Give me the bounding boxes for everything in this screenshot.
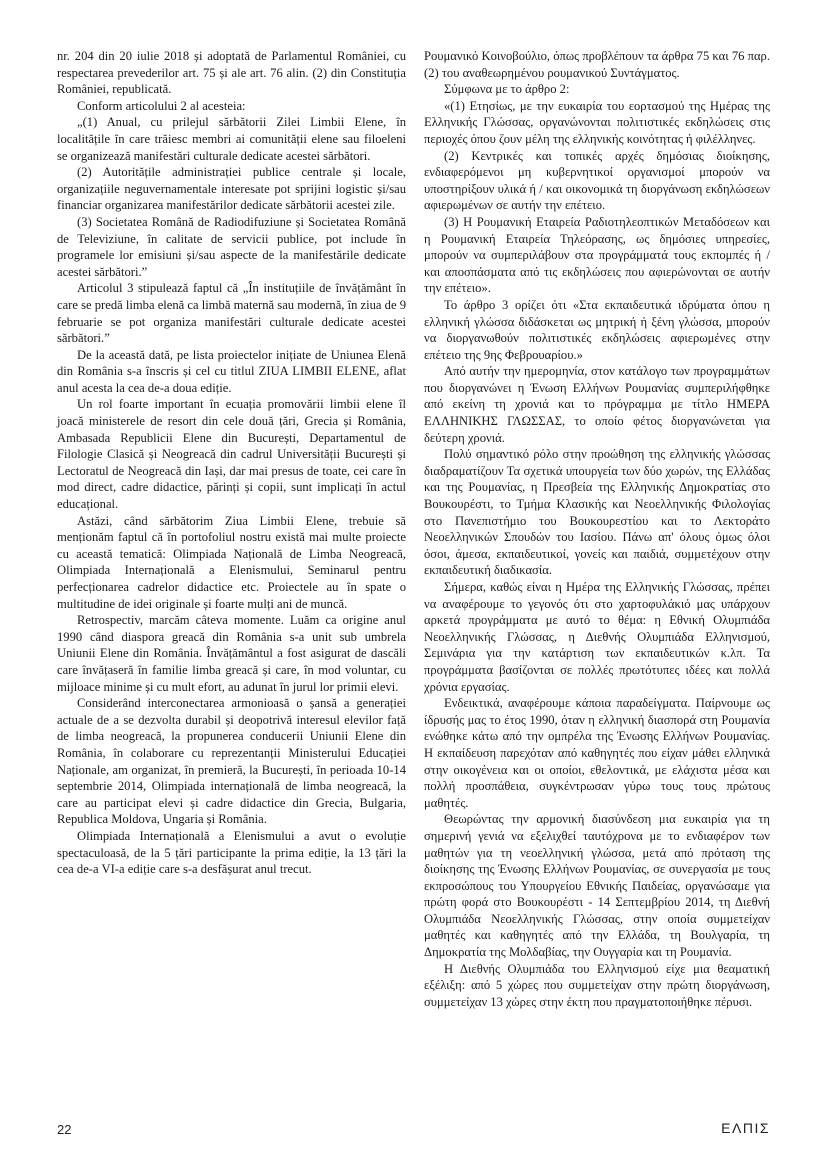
paragraph: Ρουμανικό Κοινοβούλιο, όπως προβλέπουν τα άρθρα 75 και 76 παρ. (2) του αναθεωρημένου ρουμανικού Συντάγματος.	[424, 49, 770, 80]
paragraph: Θεωρώντας την αρμονική διασύνδεση μια ευκαιρία για τη σημερινή γενιά να εξελιχθεί ταυτόχρονα με το ενδιαφέρον των μαθητών για τη νεοελληνική γλώσσα, μετά από πρόταση της διοίκησης της Ένωσης Ελλήνων Ρουμανίας, σε συνεργασία με τους εκπροσώπους του Υπουργείου Εθνικής Παιδείας, οργανώσαμε για πρώτη φορά στο Βουκουρέστι - 14 Σεπτεμβρίου 2014, τη Διεθνή Ολυμπιάδα Νεοελληνικής Γλώσσας, στην οποία συμμετείχαν μαθητές και καθηγητές από την Ελλάδα, τη Βουλγαρία, τη Δημοκρατία της Μολδαβίας, την Ουγγαρία και τη Ρουμανία.	[424, 812, 770, 960]
paragraph: Το άρθρο 3 ορίζει ότι «Στα εκπαιδευτικά ιδρύματα όπου η ελληνική γλώσσα διδάσκεται ως μητρική ή ξένη γλώσσα, μπορούν να διοργανωθούν πολιτιστικές εκδηλώσεις αφιερωμένες στην επέτειο της 9ης Φεβρουαρίου.»	[424, 297, 770, 362]
paragraph: Η Διεθνής Ολυμπιάδα του Ελληνισμού είχε μια θεαματική εξέλιξη: από 5 χώρες που συμμετείχαν στην πρώτη διοργάνωση, συμμετείχαν 13 χώρες στην έκτη που πραγματοποιήθηκε πέρυσι.	[424, 961, 770, 1009]
paragraph: (2) Κεντρικές και τοπικές αρχές δημόσιας διοίκησης, ενδιαφερόμενοι μη κυβερνητικοί οργανισμοί μπορούν να υποστηρίξουν υλικά ή / και οικονομικά τη διοργάνωση εκδηλώσεων αφιερωμένων σε αυτήν την επέτειο.	[424, 148, 770, 213]
paragraph: Πολύ σημαντικό ρόλο στην προώθηση της ελληνικής γλώσσας διαδραματίζουν Τα σχετικά υπουργεία των δύο χωρών, της Ελλάδας και της Ρουμανίας, η Πρεσβεία της Ελληνικής Δημοκρατίας στο Βουκουρέστι, το Τμήμα Κλασικής και Νεοελληνικής Φιλολογίας στο Πανεπιστήμιο του Βουκουρεστίου και το Λεκτοράτο Νεοελληνικών Σπουδών του Ιασίου. Πάνω απ' όλους όμως όλοι όσοι, άμεσα, εκπαιδευτικοί, γονείς και παιδιά, συμμετέχουν στην εκπαιδευτική διαδικασία.	[424, 447, 770, 578]
paragraph: Astăzi, când sărbătorim Ziua Limbii Elene, trebuie să menționăm faptul că în portofoliul nostru există mai multe proiecte cu această tematică: Olimpiada Națională de Limba Neogreacă, Olimpiada Internațională a Elenismului, Seminarul pentru perfecționarea cadrelor didactice etc. Proiectele au în spate o multitudine de idei originale și foarte mulți ani de muncă.	[57, 513, 406, 611]
magazine-name: ΕΛΠΙΣ	[721, 1120, 770, 1136]
paragraph: Ενδεικτικά, αναφέρουμε κάποια παραδείγματα. Παίρνουμε ως ίδρυσής μας το έτος 1990, όταν η ελληνική διασπορά στη Ρουμανία ενώθηκε κάτω από την ομπρέλα της Ένωσης Ελλήνων Ρουμανίας. Η εκπαίδευση παρεχόταν από καθηγητές που είχαν μάθει ελληνικά στην οικογένεια και οι οποίοι, εθελοντικά, με ελάχιστα μέσα και πολλή προσπάθεια, συγκέντρωσαν γύρω τους τους πρώτους μαθητές.	[424, 696, 770, 810]
paragraph: Retrospectiv, marcăm câteva momente. Luăm ca origine anul 1990 când diaspora greacă din România s-a unit sub umbrela Uniunii Elene din România. Învățământul a fost asigurat de dascăli care învățaseră în familie limba greacă și care, în mod voluntar, cu mijloace minime și cu mult efort, au adunat în jurul lor primii elevi.	[57, 613, 406, 694]
paragraph: Σήμερα, καθώς είναι η Ημέρα της Ελληνικής Γλώσσας, πρέπει να αναφέρουμε το γεγονός ότι στο χαρτοφυλάκιό μας υπάρχουν αρκετά προγράμματα με αυτό το θέμα: η Εθνική Ολυμπιάδα Νεοελληνικής Γλώσσας, η Διεθνής Ολυμπιάδα Ελληνισμού, Σεμινάρια για την κατάρτιση των εκπαιδευτικών κ.λπ. Τα προγράμματα βασίζονται σε πολλές πρωτότυπες ιδέες και πολλά χρόνια εργασίας.	[424, 580, 770, 694]
paragraph: „(1) Anual, cu prilejul sărbătorii Zilei Limbii Elene, în localitățile în care trăiesc membri ai comunității elene sau filoeleni se organizează manifestări culturale dedicate acestei sărbători.	[57, 115, 406, 163]
paragraph: Un rol foarte important în ecuația promovării limbii elene îl joacă ministerele de resort din cele două țări, Grecia și România, Ambasada Republicii Elene din București, Departamentul de Filologie Clasică și Neogreacă din cadrul Universității București și Lectoratul de Neogreacă din Iași, dar mai presus de toate, cei care în mod direct, cadre didactice, părinți și copii, sunt implicați în actul educațional.	[57, 397, 406, 512]
paragraph: Articolul 3 stipulează faptul că „În instituțiile de învățământ în care se predă limba elenă ca limbă maternă sau modernă, în ziua de 9 februarie se pot organiza manifestări culturale dedicate acestei sărbători.”	[57, 281, 406, 346]
paragraph: Conform articolului 2 al acesteia:	[77, 98, 246, 113]
paragraph: (3) Η Ρουμανική Εταιρεία Ραδιοτηλεοπτικών Μεταδόσεων και η Ρουμανική Εταιρεία Τηλεόρασης, ως δημόσιες υπηρεσίες, μπορούν να συμπεριλάβουν στα προγράμματά τους εκπομπές ή / και αποσπάσματα από τις εκδηλώσεις που αφιερώνονται σε αυτήν την επέτειο».	[424, 214, 770, 296]
paragraph: De la această dată, pe lista proiectelor inițiate de Uniunea Elenă din România s-a înscris și cel cu titlul ZIUA LIMBII ELENE, aflat anul acesta la cea de-a doua ediție.	[57, 347, 406, 395]
greek-text-column	[424, 48, 770, 1010]
page-number: 22	[57, 1122, 72, 1137]
paragraph: Σύμφωνα με το άρθρο 2:	[444, 82, 570, 97]
paragraph: «(1) Ετησίως, με την ευκαιρία του εορτασμού της Ημέρας της Ελληνικής Γλώσσας, οργανώνονται πολιτιστικές εκδηλώσεις στις περιοχές όπου ζουν μέλη της ελληνικής κοινότητας ή φιλέλληνες.	[424, 98, 770, 146]
paragraph: (2) Autoritățile administrației publice centrale și locale, organizațiile neguvernamentale interesate pot sprijini logistic și/sau financiar organizarea manifestărilor dedicate sărbătorii acestei zile.	[57, 165, 406, 213]
paragraph: Considerând interconectarea armonioasă o șansă a generației actuale de a se dezvolta durabil și deopotrivă interesul elevilor față de limba neogreacă, la propunerea conducerii Uniunii Elene din România, în colaborare cu reprezentanții Ministerului Educației Naționale, am organizat, în premieră, la București, în perioada 10-14 septembrie 2014, Olimpiada internațională de limba neogreacă, la care au participat elevi și cadre didactice din Grecia, Bulgaria, Republica Moldova, Ungaria și România.	[57, 696, 406, 827]
paragraph: (3) Societatea Română de Radiodifuziune și Societatea Română de Televiziune, în calitate de servicii publice, pot include în programele lor emisiuni și/sau aspecte de la manifestările dedicate acestei sărbători.”	[57, 214, 406, 279]
romanian-text-column	[57, 48, 406, 878]
paragraph: Olimpiada Internațională a Elenismului a avut o evoluție spectaculoasă, de la 5 țări participante la prima ediție, la 13 țări la cea de-a VI-a ediție care s-a desfășurat anul trecut.	[57, 828, 406, 877]
paragraph: nr. 204 din 20 iulie 2018 și adoptată de Parlamentul României, cu respectarea prevederilor art. 75 și ale art. 76 alin. (2) din Constituția României, republicată.	[57, 49, 406, 97]
paragraph: Από αυτήν την ημερομηνία, στον κατάλογο των προγραμμάτων που διοργανώνει η Ένωση Ελλήνων Ρουμανίας συμπεριλήφθηκε από εκείνη τη χρονιά και το πρόγραμμα με τίτλο ΗΜΕΡΑ ΕΛΛΗΝΙΚΗΣ ΓΛΩΣΣΑΣ, το οποίο φέτος διοργανώνεται για δεύτερη χρονιά.	[424, 364, 770, 445]
